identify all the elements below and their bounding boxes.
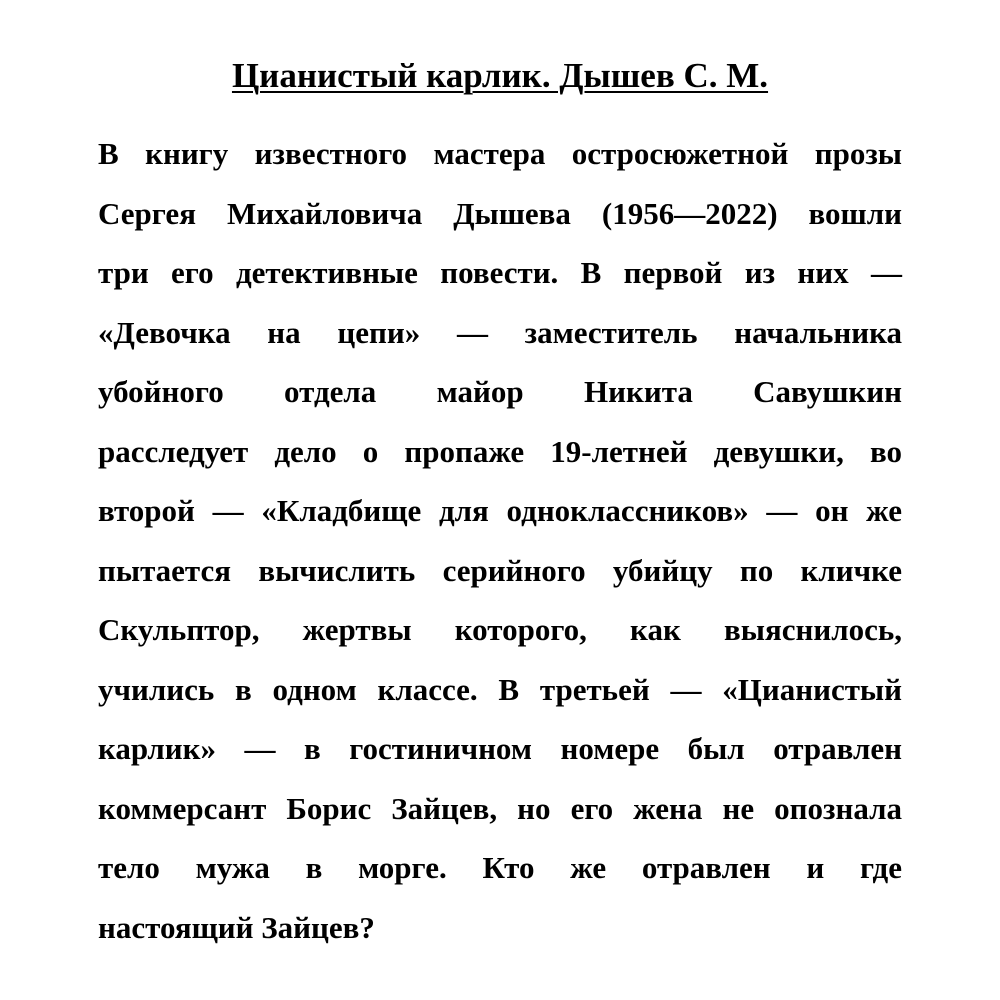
paragraph-line: карлик» — в гостиничном номере был отравлен: [98, 731, 902, 766]
paragraph-line: второй — «Кладбище для одноклассников» — он же: [98, 493, 902, 528]
document-title: Цианистый карлик. Дышев С. М.: [231, 56, 769, 95]
paragraph-line: Скульптор, жертвы которого, как выяснилось,: [98, 612, 902, 647]
paragraph-line: «Девочка на цепи» — заместитель начальника: [98, 314, 902, 350]
paragraph-line: Сергея Михайловича Дышева (1956—2022) вошли: [98, 195, 902, 231]
annotation-paragraph: [98, 124, 902, 957]
paragraph-line: учились в одном классе. В третьей — «Цианистый: [98, 671, 902, 707]
paragraph-line: тело мужа в морге. Кто же отравлен и где: [98, 850, 902, 885]
paragraph-line-last: настоящий Зайцев?: [98, 909, 375, 945]
paragraph-line: коммерсант Борис Зайцев, но его жена не опознала: [98, 790, 902, 826]
paragraph-line: расследует дело о пропаже 19-летней девушки, во: [98, 433, 902, 469]
paragraph-line: убойного отдела майор Никита Савушкин: [98, 374, 902, 409]
paragraph-line: три его детективные повести. В первой из них —: [98, 255, 902, 290]
paragraph-line: пытается вычислить серийного убийцу по кличке: [98, 552, 902, 588]
paragraph-line: В книгу известного мастера остросюжетной прозы: [98, 136, 902, 171]
